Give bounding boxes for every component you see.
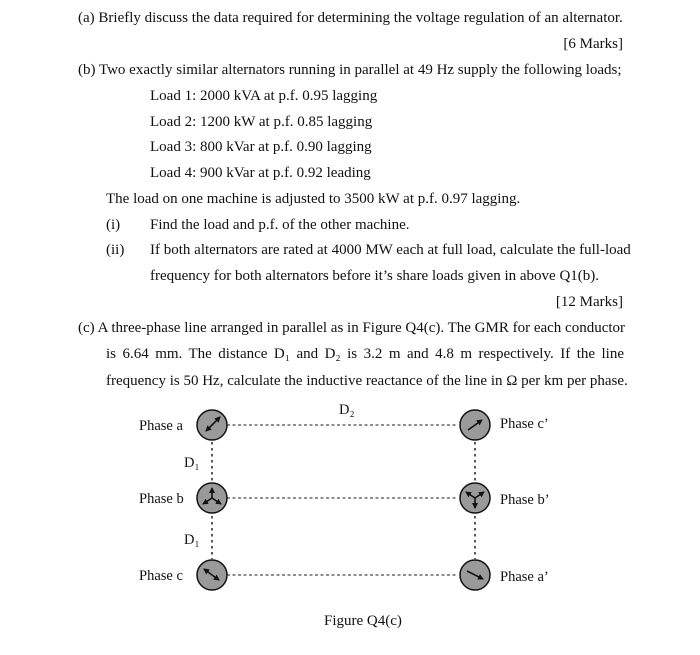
question-ii-line2: frequency for both alternators before it’s share loads given in above Q1(b).: [150, 268, 600, 284]
question-ii-line1: If both alternators are rated at 4000 MW each at full load, calculate the full-load: [150, 242, 631, 258]
conductor-phase-a: [197, 410, 227, 440]
load-item: Load 3: 800 kVar at p.f. 0.90 lagging: [150, 139, 372, 155]
d1-label-bottom: D₁: [184, 532, 200, 548]
figure-caption: Figure Q4(c): [324, 613, 402, 629]
part-c-line3: frequency is 50 Hz, calculate the inductive reactance of the line in Ω per km per phase.: [106, 373, 628, 389]
conductor-phase-b-prime: [460, 483, 490, 513]
conductor-phase-b: [197, 483, 227, 513]
d2-spacing-lines: [227, 425, 458, 575]
part-b-intro: (b) Two exactly similar alternators running in parallel at 49 Hz supply the following loads;: [78, 62, 622, 78]
label-phase-a: Phase a: [139, 418, 183, 434]
label-phase-b-prime: Phase b’: [500, 492, 550, 508]
load-item: Load 2: 1200 kW at p.f. 0.85 lagging: [150, 114, 373, 130]
load-item: Load 1: 2000 kVA at p.f. 0.95 lagging: [150, 88, 378, 104]
part-a-marks: [6 Marks]: [563, 36, 623, 52]
part-c-line2: is 6.64 mm. The distance D₁ and D₂ is 3.2 m and 4.8 m respectively. If the line: [106, 346, 624, 362]
label-phase-b: Phase b: [139, 491, 184, 507]
part-b-statement: The load on one machine is adjusted to 3500 kW at p.f. 0.97 lagging.: [106, 191, 521, 207]
question-i-number: (i): [106, 217, 121, 233]
label-phase-a-prime: Phase a’: [500, 569, 549, 585]
part-a-question: (a) Briefly discuss the data required for determining the voltage regulation of an alternator.: [78, 10, 623, 26]
conductor-phase-c: [197, 560, 227, 590]
part-c-line1: (c) A three-phase line arranged in parallel as in Figure Q4(c). The GMR for each conductor: [78, 320, 626, 336]
conductor-phase-a-prime: [460, 560, 490, 590]
part-b-marks: [12 Marks]: [555, 294, 623, 310]
label-phase-c: Phase c: [139, 568, 183, 584]
label-phase-c-prime: Phase c’: [500, 416, 549, 432]
question-i-text: Find the load and p.f. of the other machine.: [150, 217, 410, 233]
d1-label-top: D₁: [184, 455, 200, 471]
load-item: Load 4: 900 kVar at p.f. 0.92 leading: [150, 165, 371, 181]
conductor-phase-c-prime: [460, 410, 490, 440]
question-ii-number: (ii): [106, 242, 125, 258]
d2-label: D₂: [339, 402, 355, 418]
d1-spacing-lines: [212, 442, 475, 559]
